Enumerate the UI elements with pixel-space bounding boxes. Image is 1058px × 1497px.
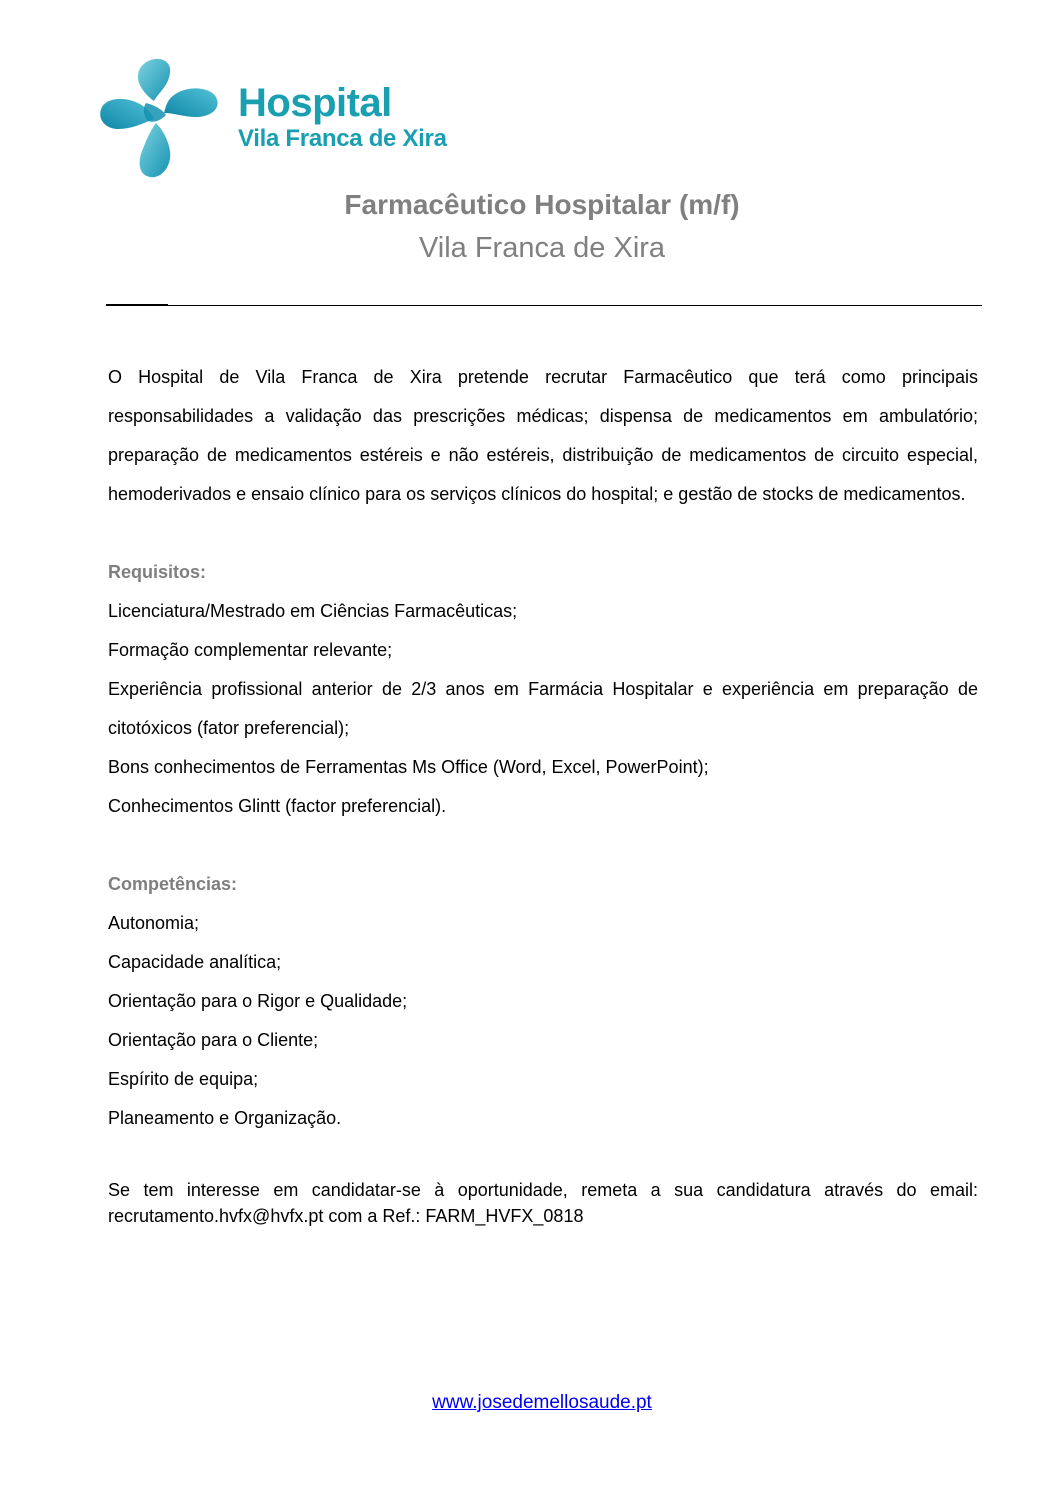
requisitos-list bbox=[108, 592, 978, 826]
competencias-heading: Competências: bbox=[108, 874, 238, 894]
list-item: Formação complementar relevante; bbox=[108, 640, 393, 660]
list-item: Conhecimentos Glintt (factor preferencial). bbox=[108, 796, 447, 816]
logo-wordmark bbox=[238, 83, 447, 153]
list-item: Orientação para o Cliente; bbox=[108, 1030, 319, 1050]
list-item: Planeamento e Organização. bbox=[108, 1108, 342, 1128]
header-divider bbox=[106, 305, 982, 306]
competencias-list bbox=[108, 904, 978, 1138]
list-item: Bons conhecimentos de Ferramentas Ms Office (Word, Excel, PowerPoint); bbox=[108, 757, 709, 777]
list-item: Espírito de equipa; bbox=[108, 1069, 259, 1089]
closing-paragraph: Se tem interesse em candidatar-se à oportunidade, remeta a sua candidatura através do email: recrutamento.hvfx@hvfx.pt com a Ref.: FARM_HVFX_0818 bbox=[108, 1180, 978, 1226]
job-title: Farmacêutico Hospitalar (m/f) bbox=[344, 189, 740, 220]
hospital-cross-logo-icon bbox=[98, 57, 220, 179]
logo-subtitle: Vila Franca de Xira bbox=[238, 125, 447, 152]
document-body bbox=[108, 358, 978, 1229]
header-divider-accent bbox=[106, 304, 168, 306]
job-location: Vila Franca de Xira bbox=[418, 232, 666, 264]
hospital-logo bbox=[98, 57, 478, 182]
logo-title: Hospital bbox=[238, 81, 392, 125]
requisitos-heading: Requisitos: bbox=[108, 562, 207, 582]
list-item: Capacidade analítica; bbox=[108, 952, 282, 972]
list-item: Autonomia; bbox=[108, 913, 200, 933]
intro-paragraph: O Hospital de Vila Franca de Xira pretende recrutar Farmacêutico que terá como principais responsabilidades a validação das prescrições médicas; dispensa de medicamentos em ambulatório; preparação de medicamentos estéreis e não estéreis, distribuição de medicamentos de circuito especial, hemoderivados e ensaio clínico para os serviços clínicos do hospital; e gestão de stocks de medicamentos. bbox=[108, 367, 978, 504]
footer-website-link[interactable]: www.josedemellosaude.pt bbox=[432, 1392, 652, 1413]
list-item: Licenciatura/Mestrado em Ciências Farmacêuticas; bbox=[108, 601, 518, 621]
list-item: Orientação para o Rigor e Qualidade; bbox=[108, 991, 408, 1011]
list-item: Experiência profissional anterior de 2/3 anos em Farmácia Hospitalar e experiência em preparação de citotóxicos (fator preferencial); bbox=[108, 679, 978, 738]
